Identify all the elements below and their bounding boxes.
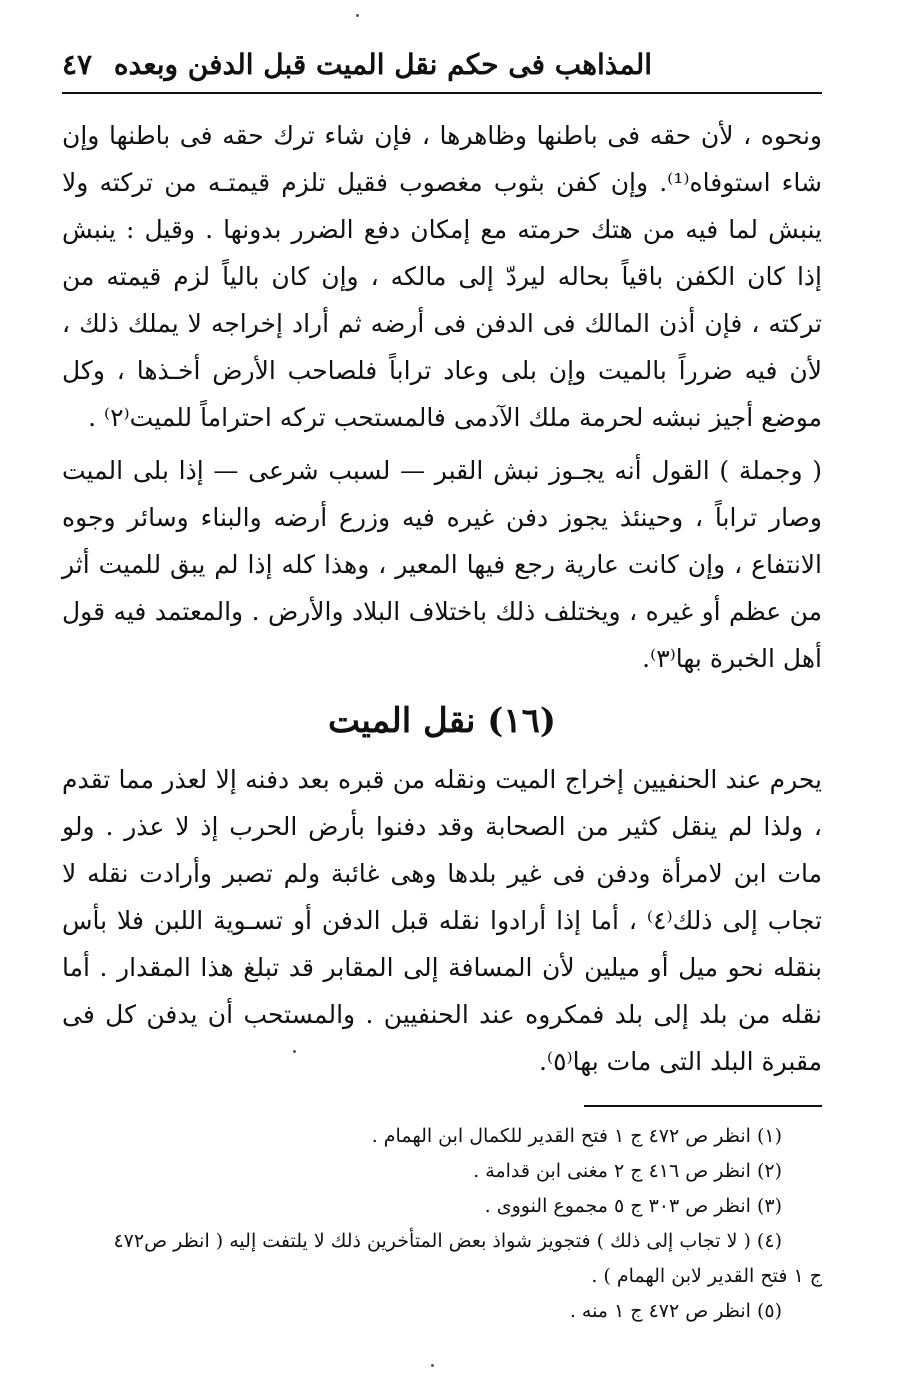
paragraph: يحرم عند الحنفيين إخراج الميت ونقله من قبره بعد دفنه إلا لعذر مما تقدم ، ولذا لم ينقل كثير من الصحابة وقد دفنوا بأرض الحرب إذ لا عذر . ولو مات ابن لامرأة ودفن فى غير بلدها وهى غائبة ولم تصبر وأرادت نقله لا تجاب إلى ذلك⁽٤⁾ ، أما إذا أرادوا نقله قبل الدفن أو تسـوية اللبن فلا بأس بنقله نحو ميل أو ميلين لأن المسافة إلى المقابر قد تبلغ هذا المقدار . أما نقله من بلد إلى بلد فمكروه عند الحنفيين . والمستحب أن يدفن كل فى مقبرة البلد التى مات بها⁽٥⁾. — [62, 765, 822, 1076]
book-page — [62, 40, 822, 1370]
paragraph: ونحوه ، لأن حقه فى باطنها وظاهرها ، فإن شاء ترك حقه فى باطنها وإن شاء استوفاه⁽¹⁾. وإن كفن بثوب مغصوب فقيل تلزم قيمتـه من تركته ولا ينبش لما فيه من هتك حرمته مع إمكان دفع الضرر بدونها . وقيل : ينبش إذا كان الكفن باقياً بحاله ليردّ إلى مالكه ، وإن كان بالياً لزم قيمته من تركته ، فإن أذن المالك فى الدفن فى أرضه ثم أراد إخراجه لا يملك ذلك ، لأن فيه ضرراً بالميت وإن بلى وعاد تراباً فلصاحب الأرض أخـذها ، وكل موضع أجيز نبشه لحرمة ملك الآدمى فالمستحب تركه احتراماً للميت⁽٢⁾ . — [62, 121, 822, 432]
scan-speck — [431, 1364, 434, 1367]
section-heading: (١٦) نقل الميت — [328, 701, 556, 741]
paragraph: ( وجملة ) القول أنه يجـوز نبش القبر — لسبب شرعى — إذا بلى الميت وصار تراباً ، وحينئذ يجوز دفن غيره فيه وزرع أرضه والبناء وسائر وجوه الانتفاع ، وإن كانت عارية رجع فيها المعير ، وهذا كله إذا لم يبق للميت أثر من عظم أو غيره ، ويختلف ذلك باختلاف البلاد والأرض . والمعتمد فيه قول أهل الخبرة بها⁽٣⁾. — [62, 456, 822, 673]
footnote: (١) انظر ص ٤٧٢ ج ١ فتح القدير للكمال ابن الهمام . — [371, 1125, 782, 1147]
footnote: (٥) انظر ص ٤٧٢ ج ١ منه . — [569, 1300, 782, 1322]
footnote: (٣) انظر ص ٣٠٣ ج ٥ مجموع النووى . — [484, 1195, 782, 1217]
footnote: (٢) انظر ص ٤١٦ ج ٢ مغنى ابن قدامة . — [473, 1160, 782, 1182]
page-number: ٤٧ — [62, 48, 93, 81]
footnote: (٤) ( لا تجاب إلى ذلك ) فتجويز شواذ بعض المتأخرين ذلك لا يلتفت إليه ( انظر ص٤٧٢ — [113, 1230, 782, 1252]
footnote-continuation: ج ١ فتح القدير لابن الهمام ) . — [591, 1265, 822, 1287]
body-text — [62, 112, 822, 1085]
running-title: المذاهب فى حكم نقل الميت قبل الدفن وبعده — [113, 48, 652, 81]
footnotes — [62, 1119, 822, 1329]
scan-speck — [293, 1050, 296, 1053]
footnote-divider — [584, 1105, 822, 1107]
scan-speck — [356, 14, 359, 17]
page-header — [62, 40, 822, 94]
